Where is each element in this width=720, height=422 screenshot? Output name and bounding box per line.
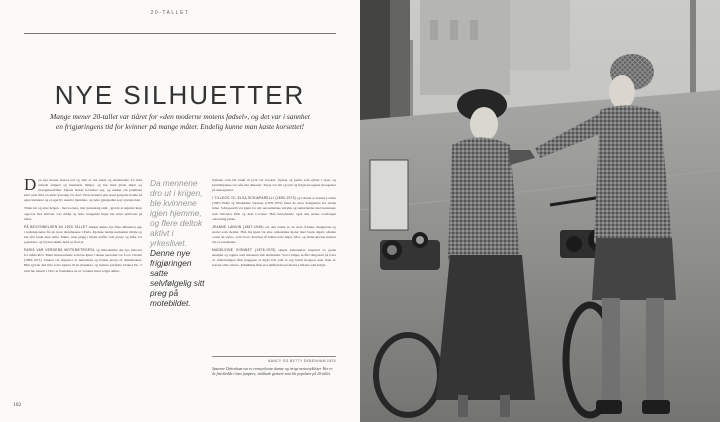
caption-rule xyxy=(212,356,336,357)
pull-quote xyxy=(150,178,210,308)
col1-section xyxy=(24,248,142,273)
col2-section xyxy=(212,225,336,245)
col1-paragraph: Tiden før og etter krigen - mot kortere, mer gutteaktig snitt - gjorde at skjørtet krøp oppover mot knærne. Lav midje og rette, hengende linjer ble selve symbolet på tiåret. xyxy=(24,206,142,221)
col2-section xyxy=(212,196,336,221)
col1-paragraph: og tilfredsstilte det nye behovet for enkle klær. Blant motenavnene som ble kjent i denne perioden var Coco Chanel (1883-1971). Chanel var inspirert av herremote og brukte jersey til damedrakter. Hun gjorde den lille sorte kjolen til en klassiker, og hennes parfyme Chanel No. 5 som ble lansert i 1921 er fremdeles en av verdens mest solgte dufter. xyxy=(24,248,142,273)
pull-quote-light: Da mennene dro ut i krigen, ble kvinnene igjen hjemme, og flere deltok aktivt i yrkeslivet. xyxy=(150,178,203,248)
col1-paragraph: en nye moten bestod rett og slett av det enkle og løstsittende. Ut med stivede snipper og innsnørte midjer, og inn med glatte linjer og bevegelsesfrihet. Tidene hadde forandret seg, og ønsket om praktiske klær som tillot en aktiv hverdag var stort. Flere kvinner enn noen gang før hadde nå egne inntekter og et eget liv utenfor hjemmet, og dette gjenspeilet seg i garderoben. xyxy=(24,178,142,203)
drop-cap: D xyxy=(24,178,37,194)
photo-caption: Søstrene Debenham var to eventyrlystne damer og ivrige motorsyklister. Her er de fint kledde i lune jumpers; strikkede gensere som ble populære på 20-tallet. xyxy=(212,367,333,377)
col1-subheading: PÅ BEGYNNELSEN AV 1920-TALLET xyxy=(24,224,88,229)
header-rule xyxy=(24,33,336,34)
photo-credit: NANCY OG BETTY DEBENHAM 1925 xyxy=(267,359,336,363)
col2-paragraph: var den eldste av de store franske designerne og startet som modist. Hun ble kjent for sine romantiske kjoler med brede skjørt, såkalte «robe de style», som stod i kontrast til tidens rette linjer. Mor- og datter-klærne hennes ble et varemerke. xyxy=(212,224,336,245)
col2-paragraph: skapte kvinneklær inspirert av gresk skulptur og regnes som mesteren bak skråsnittet. Ved å klippe stoffet diagonalt på tvers av trådretningen fikk plaggene et mykt fall som la seg inntil kroppen uten bruk av korsett eller stivere. Teknikken fikk stor innflytelse på moten i tiårene som fulgte. xyxy=(212,248,336,268)
col2-subheading: MADELEINE VIONNET (1876-1975) xyxy=(212,248,276,253)
col1-section xyxy=(24,225,142,245)
col2-section xyxy=(212,248,336,268)
article-title: NYE SILHUETTER xyxy=(54,80,306,110)
photo-illustration xyxy=(360,0,720,422)
text-column-1 xyxy=(24,178,142,400)
section-label: 20-TALLET xyxy=(150,10,190,16)
page-number: 102 xyxy=(13,402,22,408)
col1-subheading: PARIS VAR VERDENS MOTEMETROPOL xyxy=(24,248,95,253)
col1-opening-paragraph xyxy=(24,178,142,203)
text-column-2 xyxy=(212,178,336,350)
historic-photo xyxy=(360,0,720,422)
col2-subheading: JEANNE LANVIN (1867-1946) xyxy=(212,224,264,229)
article-intro: Mange mener 20-tallet var tiåret for «den moderne motens fødsel», og det var i sannhet en frigjøringens tid for kvinner på mange måter. Endelig kunne man kaste korsettet! xyxy=(50,112,310,131)
col1-paragraph: dukket denne nye flate silhuetten opp i kolleksjonene fra de store motehusene i Paris. Kjolene hadde nedsenket midje og ble ofte brukt uten belte. Enkle, rette plagg i myke stoffer som jersey og silke var populære, og brystet skulle helst se flatt ut. xyxy=(24,224,142,245)
col2-paragraph: Nyheter som ble brukt til pynt var broderi, frynser og perler som glitret i lyset, og kveldskjolene var ofte rikt dekorert. Tøyet var lett og tynt og fulgte kroppens bevegelser på dansegulvet. xyxy=(212,178,336,193)
pull-quote-dark: Denne nye frigjøringen satte selvfølgelig sitt preg på motebildet. xyxy=(150,248,205,308)
col2-paragraph: og Chanel er Jeanne Lanvin (1867-1946) og Madeleine Vionnet (1876-1975) blant de store designerne fra denne tiden. Schiaparelli var kjent for sitt surrealistiske uttrykk og samarbeidet med kunstnere som Salvador Dalí og Jean Cocteau. Hun introduserte også den sterke rosafargen «shocking pink». xyxy=(212,196,336,221)
col2-subheading: I TILLEGG TIL ELSA SCHIAPARELLI (1890-1973) xyxy=(212,196,297,201)
